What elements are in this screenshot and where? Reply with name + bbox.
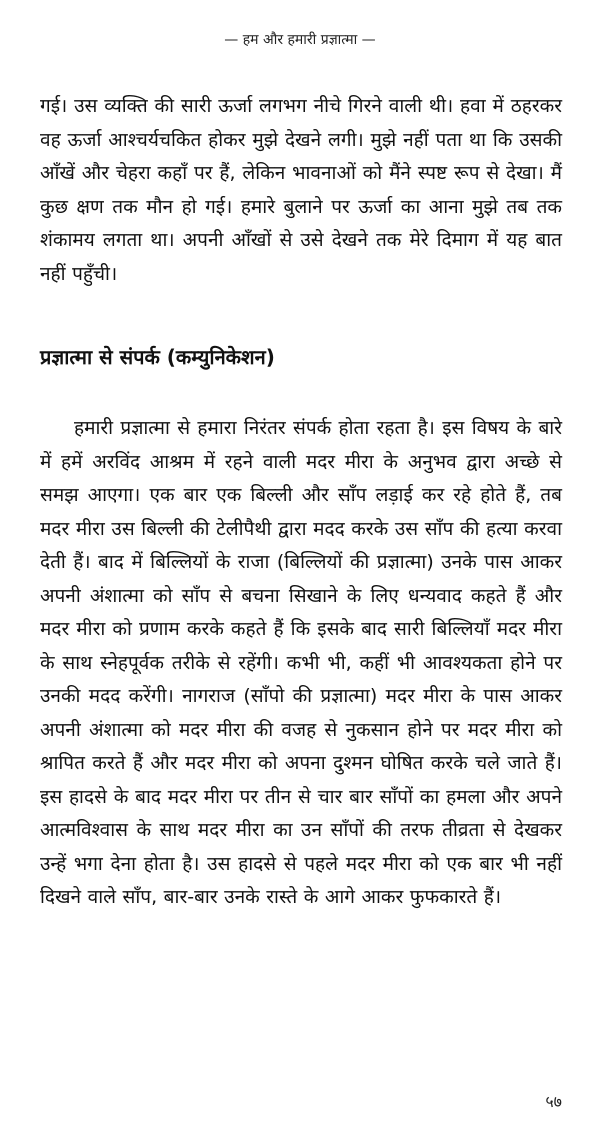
page-number: ५७: [545, 1092, 562, 1111]
paragraph-body: हमारी प्रज्ञात्मा से हमारा निरंतर संपर्क होता रहता है। इस विषय के बारे में हमें अरविंद आश्रम में रहने वाली मदर मीरा के अनुभव द्वारा अच्छे से समझ आएगा। एक बार एक बिल्ली और साँप लड़ाई कर रहे होते हैं, तब मदर मीरा उस बिल्ली की टेलीपैथी द्वारा मदद करके उस साँप की हत्या करवा देती हैं। बाद में बिल्लियों के राजा (बिल्लियों की प्रज्ञात्मा) उनके पास आकर अपनी अंशात्मा को साँप से बचना सिखाने के लिए धन्यवाद कहते हैं और मदर मीरा को प्रणाम करके कहते हैं कि इसके बाद सारी बिल्लियाँ मदर मीरा के साथ स्नेहपूर्वक तरीके से रहेंगी। कभी भी, कहीं भी आवश्यकता होने पर उनकी मदद करेंगी। नागराज (साँपो की प्रज्ञात्मा) मदर मीरा के पास आकर अपनी अंशात्मा को मदर मीरा की वजह से नुकसान होने पर मदर मीरा को श्रापित करते हैं और मदर मीरा को अपना दुश्मन घोषित करके चले जाते हैं। इस हादसे के बाद मदर मीरा पर तीन से चार बार साँपों का हमला और अपने आत्मविश्वास के साथ मदर मीरा का उन साँपों की तरफ तीव्रता से देखकर उन्हें भगा देना होता है। उस हादसे से पहले मदर मीरा को एक बार भी नहीं दिखने वाले साँप, बार-बार उनके रास्ते के आगे आकर फुफकारते हैं।: [40, 417, 562, 908]
running-header: — हम और हमारी प्रज्ञात्मा —: [224, 32, 376, 48]
section-heading: प्रज्ञात्मा से संपर्क (कम्युनिकेशन): [40, 345, 275, 369]
paragraph-continued: गई। उस व्यक्ति की सारी ऊर्जा लगभग नीचे गिरने वाली थी। हवा में ठहरकर वह ऊर्जा आश्चर्यचकित होकर मुझे देखने लगी। मुझे नहीं पता था कि उसकी आँखें और चेहरा कहाँ पर हैं, लेकिन भावनाओं को मैंने स्पष्ट रूप से देखा। मैं कुछ क्षण तक मौन हो गई। हमारे बुलाने पर ऊर्जा का आना मुझे तब तक शंकामय लगता था। अपनी आँखों से उसे देखने तक मेरे दिमाग में यह बात नहीं पहुँची।: [40, 95, 562, 285]
